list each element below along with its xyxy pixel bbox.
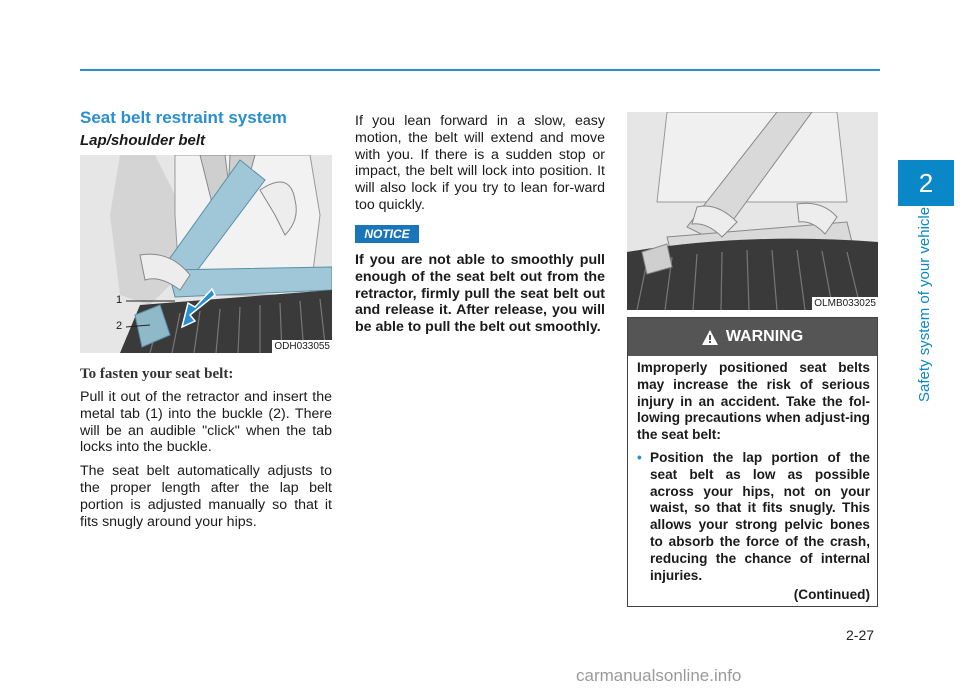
watermark[interactable]: carmanualsonline.info: [576, 666, 742, 685]
chapter-number: 2: [918, 167, 934, 198]
subsection-title: Lap/shoulder belt: [80, 132, 206, 149]
warning-triangle-icon: [702, 330, 718, 345]
lap-belt-illustration: [627, 112, 878, 310]
chapter-tab[interactable]: [898, 160, 954, 206]
section-title: Seat belt restraint system: [80, 108, 287, 127]
bullet-dot-icon: •: [637, 449, 642, 465]
warning-bullet: [637, 450, 870, 584]
header-rule: [80, 69, 880, 71]
notice-text: If you are not able to smoothly pull enough of the seat belt out from the retractor, firmly pull the seat belt out and release it. After release, you will be able to pull the belt out smoothly.: [355, 252, 605, 336]
chapter-title: Safety system of your vehicle: [916, 206, 933, 402]
warning-intro: Improperly positioned seat belts may increase the risk of serious injury in an accident. Take the fol-lowing precautions when adjust-ing the seat belt:: [637, 360, 870, 443]
lap-belt-drawing: [627, 112, 878, 310]
continued-label: (Continued): [793, 587, 870, 603]
page-number: 2-27: [846, 627, 875, 643]
warning-box: [627, 317, 878, 607]
left-text: [80, 389, 332, 530]
paragraph: Pull it out of the retractor and insert the metal tab (1) into the buckle (2). There will be an audible "click" when the tab locks into the buckle.: [80, 389, 332, 456]
warning-bullet-text: Position the lap portion of the seat belt as low as possible across your hips, not on your waist, so that it fits snugly. This allows your strong pelvic bones to absorb the force of the crash, reducing the chance of internal injuries.: [650, 449, 870, 583]
callout-2: 2: [116, 320, 123, 332]
callout-1: 1: [116, 294, 123, 306]
chapter-title-vertical: [913, 207, 937, 402]
paragraph: The seat belt automatically adjusts to the proper length after the lap belt portion is adjusted manually so that it fits snugly around your hips.: [80, 463, 332, 530]
figure-code: OLMB033025: [814, 298, 876, 309]
middle-paragraph: If you lean forward in a slow, easy motion, the belt will extend and move with you. If there is a sudden stop or impact, the belt will lock into position. It will also lock if you try to lean for-ward too quickly.: [355, 113, 605, 213]
warning-body: [637, 360, 870, 604]
figure-code: ODH033055: [274, 341, 330, 352]
warning-header: [628, 318, 877, 356]
procedure-heading: To fasten your seat belt:: [80, 366, 234, 382]
notice-badge: NOTICE: [355, 225, 419, 243]
warning-label: WARNING: [725, 328, 804, 345]
fasten-belt-illustration: [80, 155, 332, 353]
